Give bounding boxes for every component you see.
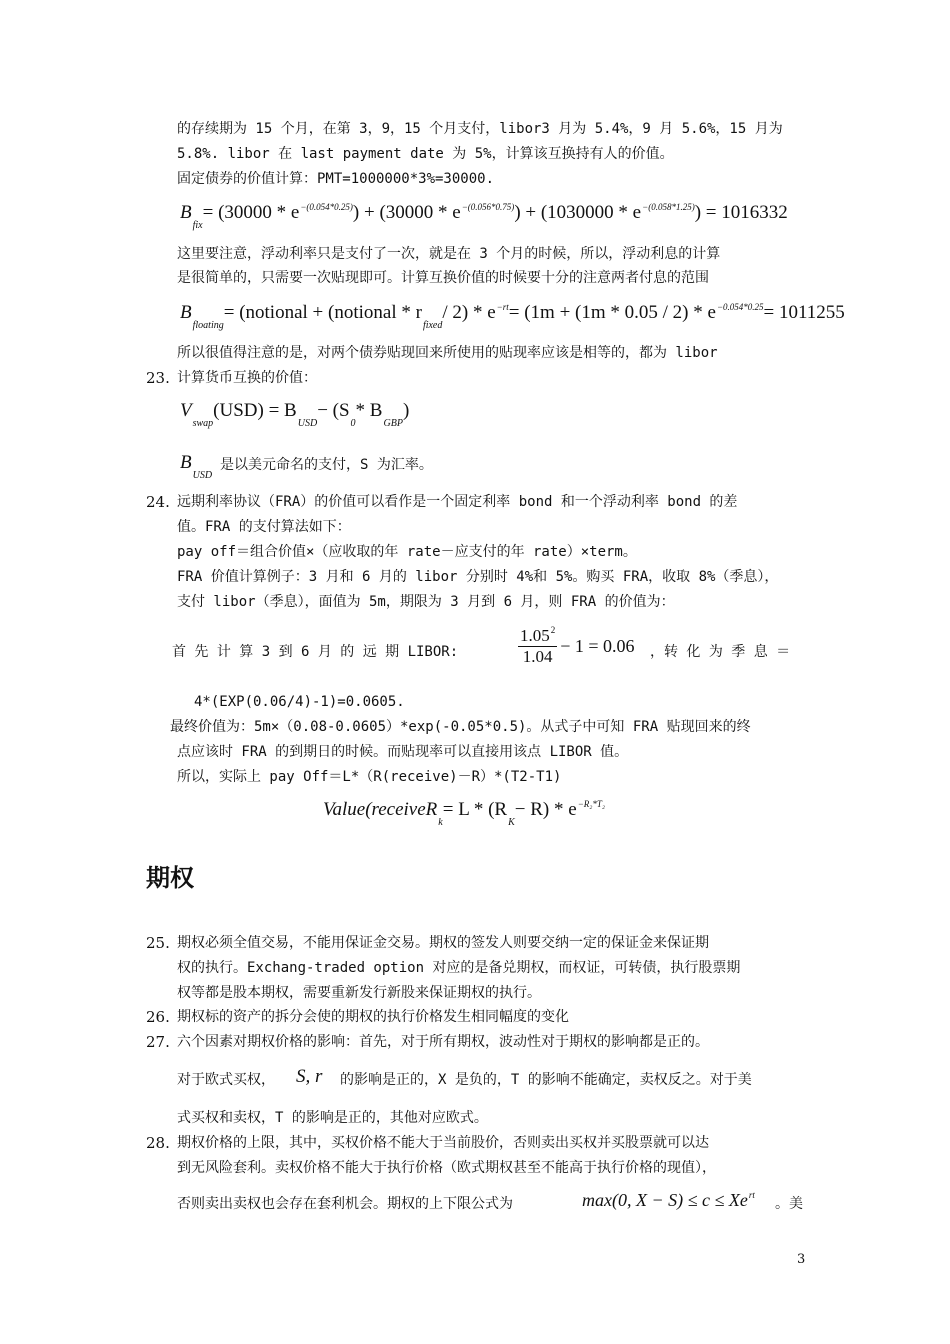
eq-sub: GBP	[383, 418, 403, 429]
text-line: 计算货币互换的价值：	[177, 370, 317, 386]
text-line: 这里要注意，浮动利率只是支付了一次，就是在 3 个月的时候，所以，浮动利息的计算	[177, 246, 721, 262]
text-line: 式买权和卖权，T 的影响是正的，其他对应欧式。	[177, 1110, 488, 1126]
eq-part: = (30000 * e	[202, 202, 300, 223]
text-line: 权等都是股本期权，需要重新发行新股来保证期权的执行。	[177, 985, 541, 1001]
text-line: 是以美元命名的支付，S 为汇率。	[220, 457, 433, 473]
eq-exp: −rt	[496, 302, 509, 312]
text-line: 远期利率协议（FRA）的价值可以看作是一个固定利率 bond 和一个浮动利率 bond 的差	[177, 494, 738, 510]
vswap-equation: $V_{swap}(USD) = B_{USD}- (S_0*$ $B_{GBP}$)	[180, 400, 410, 429]
text-line: 4*(EXP(0.06/4)-1)=0.0605.	[194, 694, 405, 710]
eq-sub: 0	[350, 418, 356, 429]
eq-sub: swap	[192, 418, 214, 429]
eq-sub: floating	[192, 320, 224, 331]
eq-part: = L * (R	[442, 799, 508, 820]
text-line: 期权必须全值交易，不能用保证金交易。期权的签发人则要交纳一定的保证金来保证期	[177, 935, 709, 951]
eq-part: (USD) = B	[213, 400, 297, 421]
eq-exp: −R₂*T₂	[577, 799, 606, 809]
eq-part: ) + (30000 * e	[352, 202, 461, 223]
eq-exp: 2	[550, 625, 556, 635]
list-number: 27.	[146, 1033, 170, 1051]
eq-exp: −(0.056*0.75)	[461, 202, 515, 212]
text-line: 。美	[775, 1196, 803, 1212]
text-line: 固定债券的价值计算：PMT=1000000*3%=30000.	[177, 171, 495, 187]
text-line: 的存续期为 15 个月，在第 3，9，15 个月支付，libor3 月为 5.4%，9 月 5.6%，15 月为	[177, 121, 783, 137]
text-line: 六个因素对期权价格的影响：首先，对于所有期权，波动性对于期权的影响都是正的。	[177, 1034, 709, 1050]
bfix-equation: $B_{fix}= (30000 * e^{-(0.054*0.25)}) + (30000 * e^{-(0.056*0.75)}) + (1030000 * e^{-(0.058*1.25)}) = 1016332$	[180, 202, 788, 231]
text-line: 5.8%. libor 在 last payment date 为 5%，计算该互换持有人的价值。	[177, 146, 674, 162]
eq-exp: −0.054*0.25	[716, 302, 764, 312]
text-line: 首 先 计 算 3 到 6 月 的 远 期 LIBOR:	[172, 644, 459, 660]
fraction	[518, 625, 557, 667]
eq-part: / 2) * e	[442, 302, 496, 323]
text-line: 对于欧式买权，	[177, 1072, 275, 1088]
text-line: ，转 化 为 季 息 ＝	[650, 644, 791, 660]
eq-part: max(0, X − S) ≤ c ≤ Xe	[582, 1190, 748, 1210]
eq-part: = 1011255	[763, 302, 845, 323]
eq-part: ) + (1030000 * e	[514, 202, 642, 223]
list-number: 24.	[146, 493, 170, 511]
text-line: 期权价格的上限，其中，买权价格不能大于当前股价，否则卖出买权并买股票就可以达	[177, 1135, 709, 1151]
page-number: 3	[797, 1252, 806, 1267]
busd-symbol: $B_{USD}$	[180, 452, 213, 481]
eq-sub: fix	[192, 220, 203, 231]
text-line: 值。FRA 的支付算法如下：	[177, 519, 351, 535]
fraction-denominator: 1.04	[522, 647, 553, 666]
text-line: 是很简单的，只需要一次贴现即可。计算互换价值的时候要十分的注意两者付息的范围	[177, 270, 709, 286]
eq-part: * B	[355, 400, 383, 421]
eq-sub: fixed	[422, 320, 443, 331]
numerator-value: 1.05	[520, 626, 550, 645]
text-line: 的影响是正的，X 是负的，T 的影响不能确定，卖权反之。对于美	[340, 1072, 752, 1088]
list-number: 23.	[146, 369, 170, 387]
eq-part: − (S	[317, 400, 350, 421]
eq-exp: −(0.058*1.25)	[642, 202, 695, 212]
eq-exp: rt	[748, 1190, 755, 1200]
eq-sub: USD	[297, 418, 318, 429]
eq-part: ) = 1016332	[694, 202, 788, 223]
eq-part: − R) * e	[514, 799, 577, 820]
fra-value-equation	[323, 799, 605, 828]
list-number: 25.	[146, 934, 170, 952]
text-line: 期权标的资产的拆分会使的期权的执行价格发生相同幅度的变化	[177, 1009, 569, 1025]
sr-symbol: S, r	[296, 1066, 323, 1087]
text-line: 最终价值为：5m×（0.08-0.0605）*exp(-0.05*0.5)。从式子中可知 FRA 贴现回来的终	[170, 719, 751, 735]
text-line: FRA 价值计算例子：3 月和 6 月的 libor 分别时 4%和 5%。购买 FRA，收取 8%（季息），	[177, 569, 779, 585]
bound-formula	[582, 1190, 755, 1211]
eq-part: = (1m + (1m * 0.05 / 2) * e	[508, 302, 716, 323]
text-line: 否则卖出卖权也会存在套利机会。期权的上下限公式为	[177, 1196, 513, 1212]
forward-libor-fraction	[518, 625, 635, 667]
eq-sub: USD	[192, 470, 213, 481]
text-line: 所以，实际上 pay Off＝L*（R(receive)－R）*(T2-T1)	[177, 769, 562, 785]
text-line: 支付 libor（季息），面值为 5m，期限为 3 月到 6 月，则 FRA 的价值为：	[177, 594, 675, 610]
list-number: 28.	[146, 1134, 170, 1152]
eq-part: − 1 = 0.06	[560, 635, 635, 656]
eq-sub: k	[438, 817, 443, 828]
text-line: 所以很值得注意的是，对两个债券贴现回来所使用的贴现率应该是相等的，都为 libor	[177, 345, 718, 361]
fraction-numerator	[518, 625, 557, 647]
text-line: 点应该时 FRA 的到期日的时候。而贴现率可以直接用该点 LIBOR 值。	[177, 744, 629, 760]
eq-part: = (notional + (notional * r	[223, 302, 422, 323]
section-heading: 期权	[146, 864, 194, 892]
eq-sub: K	[508, 817, 515, 828]
eq-part: Value(receiveR	[323, 799, 438, 820]
eq-part: )	[402, 400, 410, 421]
eq-exp: −(0.054*0.25)	[300, 202, 353, 212]
text-line: 到无风险套利。卖权价格不能大于执行价格（欧式期权甚至不能高于执行价格的现值），	[177, 1160, 716, 1176]
list-number: 26.	[146, 1008, 170, 1026]
bfloating-equation: $B_{floating}=$ (notional + (notional * $r_{fixed}/$ $2) * e^{-rt}= (1m + (1m * 0.05 / 2) * e^{-0.054*0.25}= 1011255$	[180, 302, 845, 331]
text-line: pay off＝组合价值×（应收取的年 rate－应支付的年 rate）×term。	[177, 544, 637, 560]
text-line: 权的执行。Exchang-traded option 对应的是备兑期权，而权证，可转债，执行股票期	[177, 960, 741, 976]
